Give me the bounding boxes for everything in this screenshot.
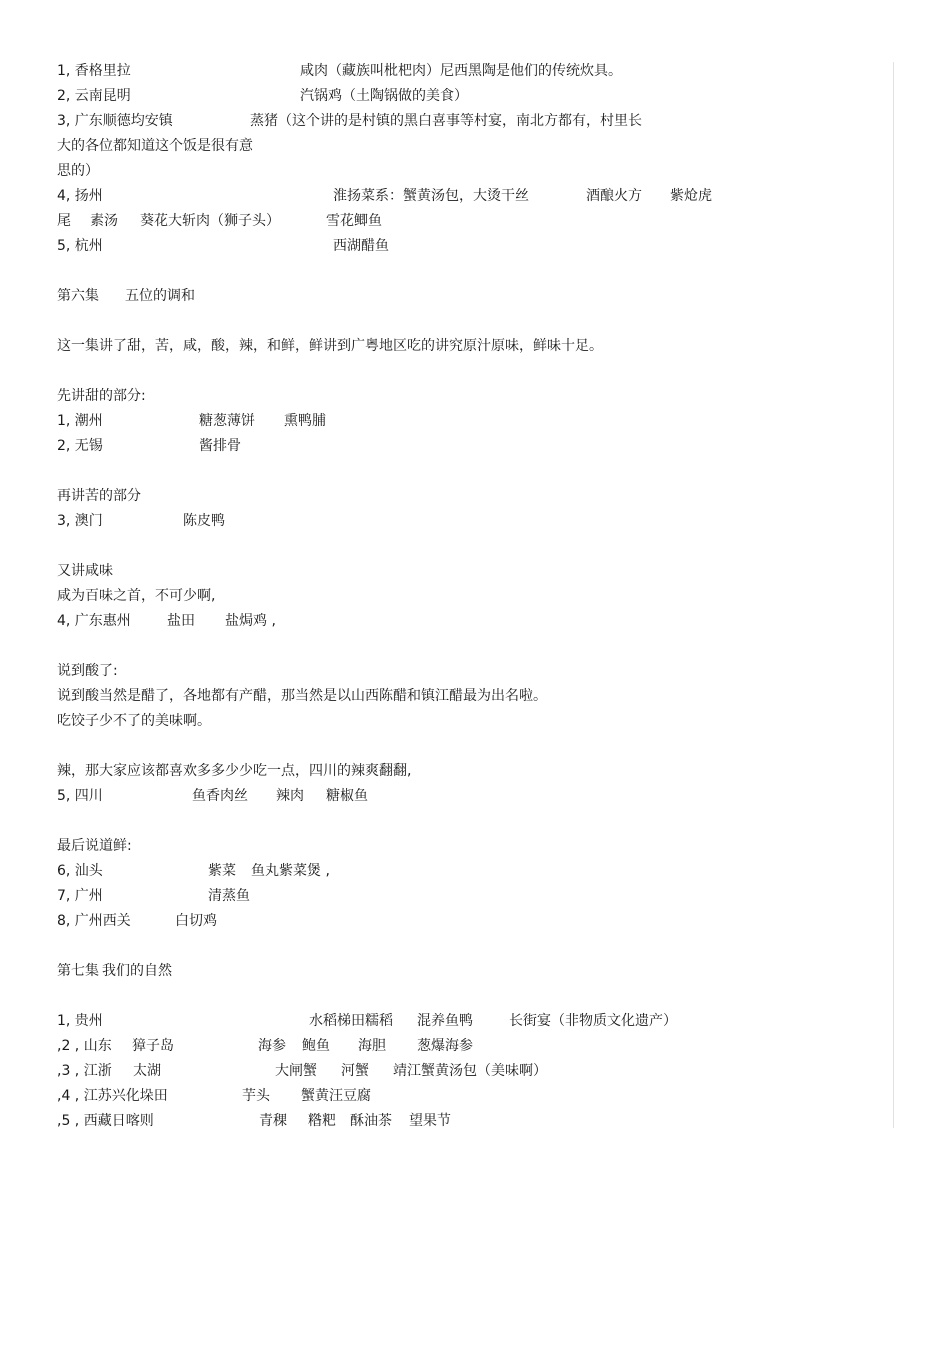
text-segment: 大闸蟹 (275, 1063, 317, 1079)
text-segment: 辣肉 (276, 788, 304, 804)
text-segment: 5, 杭州 (57, 238, 103, 254)
text-segment: 说到酸了: (57, 663, 118, 679)
text-segment: ,5 , 西藏日喀则 (57, 1113, 154, 1129)
text-segment: 4, 扬州 (57, 188, 103, 204)
text-segment: 2, 云南昆明 (57, 88, 131, 104)
text-segment: 太湖 (133, 1063, 161, 1079)
text-segment: 长街宴（非物质文化遗产） (509, 1013, 677, 1029)
text-segment: 素汤 (90, 213, 118, 229)
text-segment: 我们的自然 (102, 963, 172, 979)
text-segment: 蟹黄汪豆腐 (301, 1088, 371, 1104)
text-segment: 青稞 (259, 1113, 287, 1129)
text-segment: ,4 , 江苏兴化垛田 (57, 1088, 168, 1104)
text-segment: 咸肉（藏族叫枇杷肉）尼西黑陶是他们的传统炊具。 (300, 63, 622, 79)
text-segment: 西湖醋鱼 (333, 238, 389, 254)
text-segment: 说到酸当然是醋了，各地都有产醋，那当然是以山西陈醋和镇江醋最为出名啦。 (57, 688, 547, 704)
text-segment: 5, 四川 (57, 788, 103, 804)
text-segment: 鲍鱼 (302, 1038, 330, 1054)
text-segment: 再讲苦的部分 (57, 488, 141, 504)
text-segment: 糌粑 (308, 1113, 336, 1129)
text-segment: 1, 潮州 (57, 413, 103, 429)
text-segment: 1, 贵州 (57, 1013, 103, 1029)
text-segment: 3, 澳门 (57, 513, 103, 529)
text-segment: 咸为百味之首，不可少啊, (57, 588, 216, 604)
text-segment: 白切鸡 (175, 913, 217, 929)
text-segment: 河蟹 (341, 1063, 369, 1079)
text-segment: 陈皮鸭 (183, 513, 225, 529)
text-segment: 2, 无锡 (57, 438, 103, 454)
text-segment: 清蒸鱼 (208, 888, 250, 904)
text-segment: 6, 汕头 (57, 863, 103, 879)
text-segment: 先讲甜的部分: (57, 388, 146, 404)
text-segment: 4, 广东惠州 (57, 613, 131, 629)
text-segment: 糖椒鱼 (326, 788, 368, 804)
text-segment: 最后说道鲜: (57, 838, 132, 854)
page-edge-divider (893, 62, 894, 1128)
text-segment: 辣，那大家应该都喜欢多多少少吃一点，四川的辣爽翻翻, (57, 763, 412, 779)
text-segment: 混养鱼鸭 (417, 1013, 473, 1029)
text-segment: 五位的调和 (125, 288, 195, 304)
text-segment: 酒酿火方 (586, 188, 642, 204)
text-segment: 芋头 (242, 1088, 270, 1104)
text-segment: 望果节 (409, 1113, 451, 1129)
text-segment: ,3 , 江浙 (57, 1063, 112, 1079)
text-segment: 葱爆海参 (417, 1038, 473, 1054)
text-segment: 大的各位都知道这个饭是很有意 (57, 138, 253, 154)
text-segment: 熏鸭脯 (284, 413, 326, 429)
text-segment: 糖葱薄饼 (199, 413, 255, 429)
text-segment: 酱排骨 (199, 438, 241, 454)
text-segment: 鱼香肉丝 (192, 788, 248, 804)
text-segment: 第六集 (57, 288, 99, 304)
text-segment: 海胆 (358, 1038, 386, 1054)
text-segment: 这一集讲了甜，苦，咸，酸，辣，和鲜，鲜讲到广粤地区吃的讲究原汁原味，鲜味十足。 (57, 338, 603, 354)
text-segment: 3, 广东顺德均安镇 (57, 113, 173, 129)
text-segment: 又讲咸味 (57, 563, 113, 579)
text-segment: 靖江蟹黄汤包（美味啊） (393, 1063, 547, 1079)
text-segment: 尾 (57, 213, 71, 229)
text-segment: 盐田 (167, 613, 195, 629)
text-segment: 思的） (57, 163, 99, 179)
text-segment: 紫菜 (208, 863, 236, 879)
text-segment: 蒸猪（这个讲的是村镇的黑白喜事等村宴，南北方都有，村里长 (250, 113, 642, 129)
text-segment: 獐子岛 (132, 1038, 174, 1054)
text-segment: ,2 , 山东 (57, 1038, 112, 1054)
text-segment: 8, 广州西关 (57, 913, 131, 929)
text-segment: 汽锅鸡（土陶锅做的美食） (300, 88, 468, 104)
text-segment: 水稻梯田糯稻 (309, 1013, 393, 1029)
text-segment: 第七集 (57, 963, 99, 979)
text-segment: 淮扬菜系：蟹黄汤包，大烫干丝 (333, 188, 529, 204)
text-segment: 雪花鲫鱼 (326, 213, 382, 229)
text-segment: 海参 (258, 1038, 286, 1054)
text-segment: 盐焗鸡 , (225, 613, 276, 629)
text-segment: 鱼丸紫菜煲 , (251, 863, 330, 879)
text-segment: 酥油茶 (350, 1113, 392, 1129)
text-segment: 1, 香格里拉 (57, 63, 131, 79)
text-segment: 紫炝虎 (670, 188, 712, 204)
text-segment: 7, 广州 (57, 888, 103, 904)
text-segment: 吃饺子少不了的美味啊。 (57, 713, 211, 729)
text-segment: 葵花大斩肉（狮子头） (140, 213, 280, 229)
